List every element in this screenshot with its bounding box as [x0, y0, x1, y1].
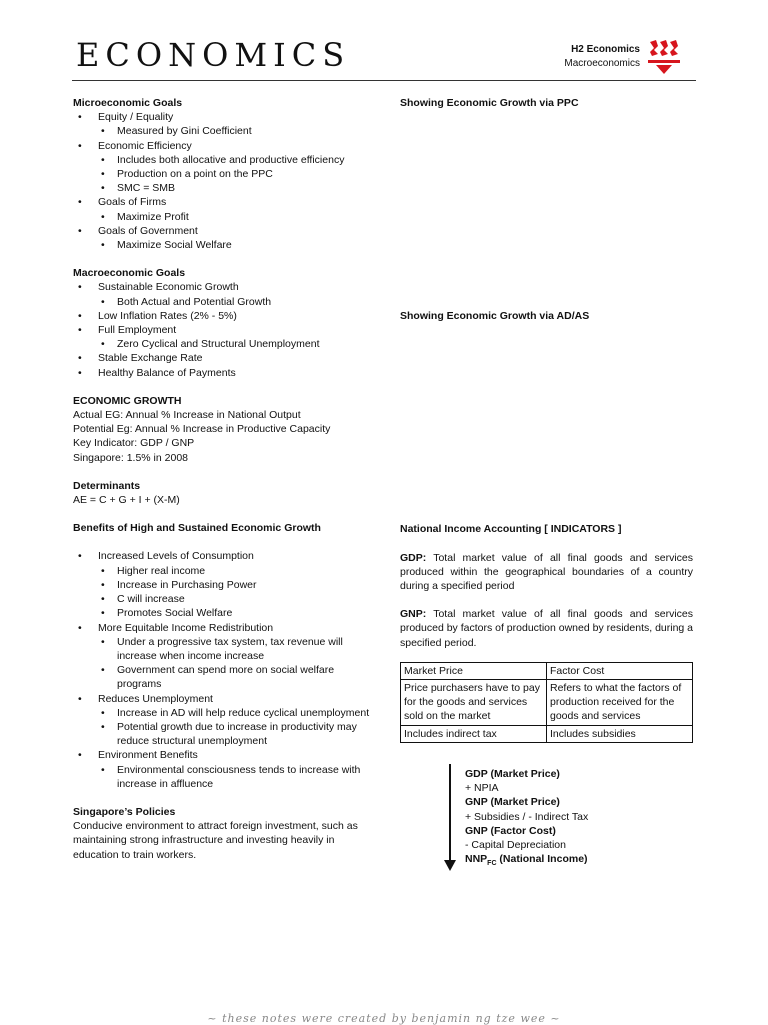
economic-growth-heading: ECONOMIC GROWTH [73, 394, 182, 407]
ppc-heading: Showing Economic Growth via PPC [400, 97, 579, 109]
right-column [400, 96, 693, 743]
subject-label: H2 Economics [571, 44, 640, 55]
growth-line: Key Indicator: GDP / GNP [73, 437, 195, 450]
list-item: • Goals of Government [73, 224, 373, 238]
growth-line: Actual EG: Annual % Increase in National Output [73, 409, 301, 422]
list-item: • Zero Cyclical and Structural Unemployment [73, 337, 373, 351]
list-item: • Healthy Balance of Payments [73, 366, 373, 380]
micro-goals-list [73, 110, 373, 252]
list-item: • Government can spend more on social welfare programs [73, 663, 373, 691]
singapore-policies-heading: Singapore’s Policies [73, 805, 176, 818]
list-item: • Promotes Social Welfare [73, 606, 373, 620]
list-item: • Maximize Social Welfare [73, 238, 373, 252]
table-cell: Includes subsidies [547, 725, 693, 742]
list-item: • Goals of Firms [73, 195, 373, 209]
list-item: • Measured by Gini Coefficient [73, 124, 373, 138]
logo-icon [646, 38, 682, 78]
benefits-heading: Benefits of High and Sustained Economic Growth [73, 522, 321, 535]
macro-goals-heading: Macroeconomic Goals [73, 267, 186, 280]
list-item: • C will increase [73, 592, 373, 606]
table-cell: Market Price [401, 662, 547, 679]
table-row [401, 680, 693, 726]
list-item: • Production on a point on the PPC [73, 167, 373, 181]
list-item: • Higher real income [73, 564, 373, 578]
gnp-text: Total market value of all final goods and services produced by factors of production owned by residents, during a specified period. [400, 608, 694, 649]
macro-goals-list [73, 280, 373, 379]
list-item: • Reduces Unemployment [73, 692, 373, 706]
list-item: • Under a progressive tax system, tax revenue will increase when income increase [73, 635, 373, 663]
topic-label: Macroeconomics [564, 58, 640, 69]
nnp-rest: (National Income) [496, 853, 588, 866]
flow-npia: + NPIA [465, 782, 499, 795]
table-cell: Includes indirect tax [401, 725, 547, 742]
header-info [564, 43, 640, 71]
flow-depreciation: - Capital Depreciation [465, 839, 566, 852]
list-item: • Includes both allocative and productive efficiency [73, 153, 373, 167]
table-row [401, 725, 693, 742]
gnp-definition [400, 607, 693, 650]
price-comparison-table [400, 662, 693, 743]
nnp-subscript: FC [487, 860, 497, 868]
gdp-text: Total market value of all final goods and services produced within the geographical boundaries of a country during a specified period [400, 551, 693, 593]
footer-credit: ~ these notes were created by benjamin ng tze wee ~ [207, 1012, 561, 1025]
national-income-heading: National Income Accounting [ INDICATORS ] [400, 523, 622, 536]
list-item: • Sustainable Economic Growth [73, 280, 373, 294]
down-arrow-icon [442, 764, 462, 872]
growth-line: Potential Eg: Annual % Increase in Productive Capacity [73, 423, 331, 436]
list-item: • Maximize Profit [73, 210, 373, 224]
adas-heading: Showing Economic Growth via AD/AS [400, 310, 590, 323]
list-item: • Environment Benefits [73, 748, 373, 762]
flow-gdp-mp: GDP (Market Price) [465, 768, 560, 780]
list-item: • Stable Exchange Rate [73, 351, 373, 365]
table-cell: Price purchasers have to pay for the goods and services sold on the market [401, 680, 547, 726]
table-row [401, 662, 693, 679]
gdp-definition [400, 551, 693, 594]
singapore-policies-text: Conducive environment to attract foreign investment, such as maintaining strong infrastructure and investing heavily in education to train workers. [73, 820, 358, 861]
flow-gnp-fc: GNP (Factor Cost) [465, 824, 556, 837]
table-cell: Refers to what the factors of production received for the goods and services [547, 680, 693, 726]
growth-line: Singapore: 1.5% in 2008 [73, 451, 189, 464]
gnp-label: GNP: [400, 608, 427, 621]
header-divider [72, 80, 696, 81]
list-item: • Increase in Purchasing Power [73, 578, 373, 592]
list-item: • Low Inflation Rates (2% - 5%) [73, 309, 373, 323]
list-item: • Potential growth due to increase in productivity may reduce structural unemployment [73, 720, 373, 748]
left-column [73, 96, 373, 862]
list-item: • SMC = SMB [73, 181, 373, 195]
determinants-heading: Determinants [73, 479, 141, 492]
list-item: • Environmental consciousness tends to increase with increase in affluence [73, 763, 373, 791]
determinants-formula: AE = C + G + I + (X-M) [73, 494, 180, 507]
list-item: • Economic Efficiency [73, 139, 373, 153]
flow-gnp-mp: GNP (Market Price) [465, 796, 560, 809]
income-flow [465, 767, 588, 872]
list-item: • Increased Levels of Consumption [73, 549, 373, 563]
list-item: • Full Employment [73, 323, 373, 337]
benefits-list [73, 549, 373, 790]
list-item: • Increase in AD will help reduce cyclical unemployment [73, 706, 373, 720]
list-item: • More Equitable Income Redistribution [73, 621, 373, 635]
gdp-label: GDP: [400, 551, 427, 564]
page-title: ECONOMICS [76, 36, 351, 74]
list-item: • Both Actual and Potential Growth [73, 295, 373, 309]
list-item: • Equity / Equality [73, 110, 373, 124]
micro-goals-heading: Microeconomic Goals [73, 97, 183, 109]
flow-subsidies: + Subsidies / - Indirect Tax [465, 810, 589, 823]
flow-nnp [465, 852, 588, 871]
table-cell: Factor Cost [547, 662, 693, 679]
nnp-label: NNP [465, 853, 488, 866]
